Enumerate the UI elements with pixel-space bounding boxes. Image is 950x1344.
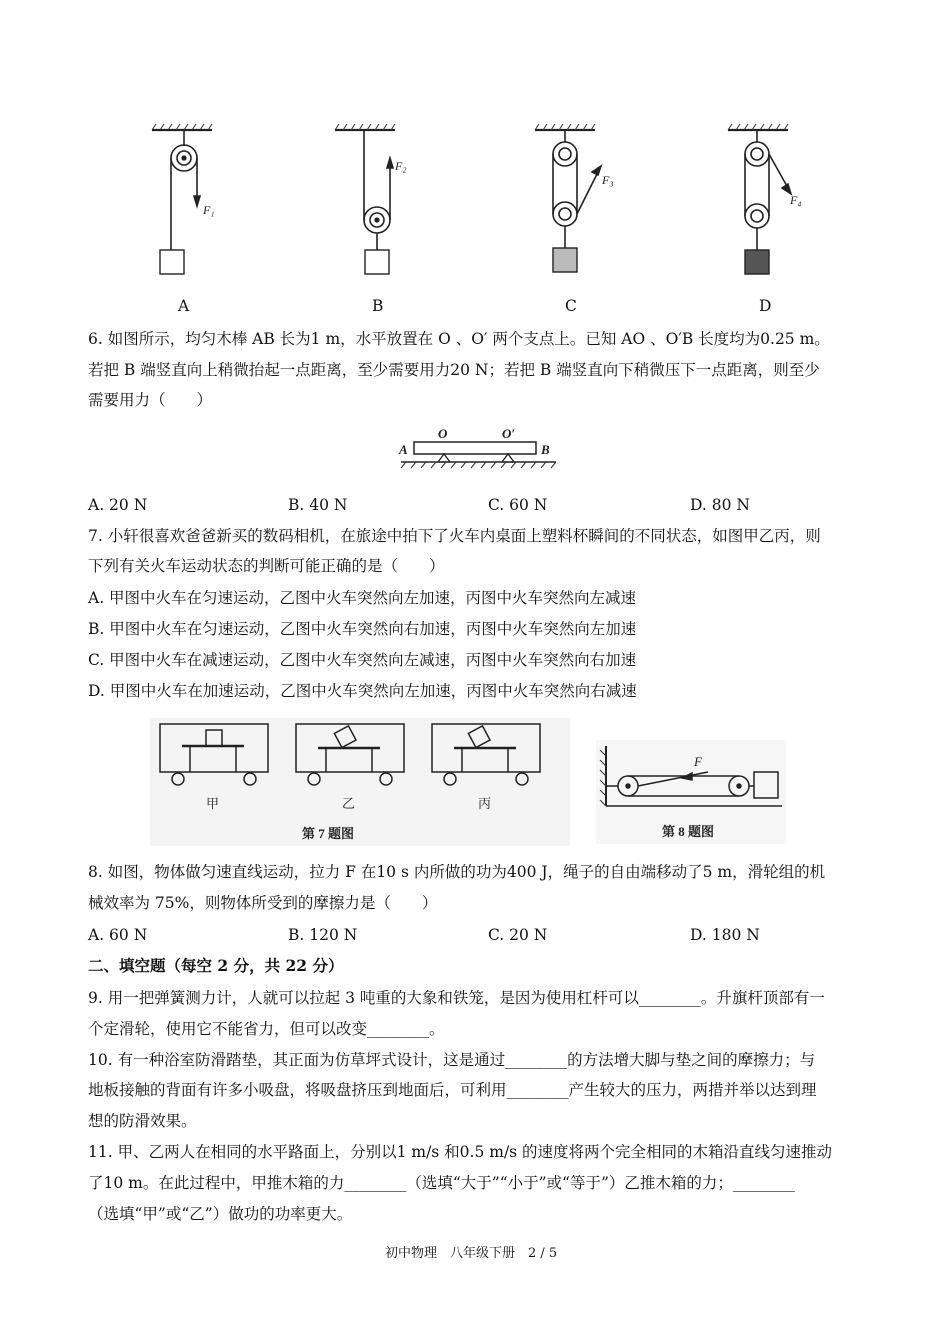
fig-label-c: C bbox=[565, 297, 577, 315]
q6-option-d: D. 80 N bbox=[690, 496, 750, 514]
horizontal-pulley-figure bbox=[596, 740, 786, 844]
pulley-figure-a bbox=[152, 124, 212, 274]
train-label-bing: 丙 bbox=[478, 796, 492, 811]
q6-option-b: B. 40 N bbox=[288, 496, 348, 514]
q6-stem-line3: 需要用力（ ） bbox=[88, 391, 213, 409]
q6-option-c: C. 60 N bbox=[488, 496, 548, 514]
train-label-yi: 乙 bbox=[342, 796, 356, 811]
train-label-jia: 甲 bbox=[206, 796, 220, 811]
q11-line3: （选填“甲”或“乙”）做功的功率更大。 bbox=[88, 1205, 353, 1223]
q7-option-c: C. 甲图中火车在减速运动，乙图中火车突然向左减速，丙图中火车突然向右加速 bbox=[88, 651, 637, 669]
fig-label-d: D bbox=[759, 297, 772, 315]
pulley-figure-d bbox=[728, 124, 791, 274]
fig-label-a: A bbox=[178, 297, 190, 315]
q8-option-b: B. 120 N bbox=[288, 926, 358, 944]
lever-figure bbox=[396, 424, 562, 480]
q6-option-a: A. 20 N bbox=[88, 496, 148, 514]
lever-label-o-prime: O′ bbox=[502, 426, 516, 441]
q8-stem-line1: 8. 如图，物体做匀速直线运动，拉力 F 在10 s 内所做的功为400 J，绳子的自由端移动了5 m，滑轮组的机 bbox=[88, 863, 826, 881]
q6-stem-line1: 6. 如图所示，均匀木棒 AB 长为1 m，水平放置在 O 、O′ 两个支点上。已知 AO 、O′B 长度均为0.25 m。 bbox=[88, 330, 830, 348]
lever-label-b: B bbox=[541, 442, 550, 457]
figure-8-caption: 第 8 题图 bbox=[662, 824, 715, 839]
train-figures bbox=[150, 718, 570, 846]
q10-line1: 10. 有一种浴室防滑踏垫，其正面为仿草坪式设计，这是通过________的方法增大脚与垫之间的摩擦力；与 bbox=[88, 1051, 816, 1069]
section-2-heading: 二、填空题（每空 2 分，共 22 分） bbox=[88, 956, 344, 975]
lever-label-a: A bbox=[399, 442, 408, 457]
q9-line1: 9. 用一把弹簧测力计，人就可以拉起 3 吨重的大象和铁笼，是因为使用杠杆可以________。升旗杆顶部有一 bbox=[88, 989, 825, 1007]
q10-line2: 地板接触的背面有许多小吸盘，将吸盘挤压到地面后，可利用________产生较大的压力，两措并举以达到理 bbox=[88, 1081, 817, 1099]
q11-line1: 11. 甲、乙两人在相同的水平路面上，分别以1 m/s 和0.5 m/s 的速度将两个完全相同的木箱沿直线匀速推动 bbox=[88, 1143, 833, 1161]
q10-line3: 想的防滑效果。 bbox=[88, 1112, 197, 1130]
q8-option-d: D. 180 N bbox=[690, 926, 760, 944]
q7-stem-line1: 7. 小轩很喜欢爸爸新买的数码相机，在旅途中拍下了火车内桌面上塑料杯瞬间的不同状态，如图甲乙丙，则 bbox=[88, 527, 821, 545]
q8-stem-line2: 械效率为 75%，则物体所受到的摩擦力是（ ） bbox=[88, 894, 438, 912]
q7-option-b: B. 甲图中火车在匀速运动，乙图中火车突然向右加速，丙图中火车突然向左加速 bbox=[88, 620, 637, 638]
lever-label-o: O bbox=[438, 426, 448, 441]
pulley-figures bbox=[140, 122, 820, 287]
page-footer: 初中物理 八年级下册 2 / 5 bbox=[385, 1246, 558, 1261]
q11-line2: 了10 m。在此过程中，甲推木箱的力________（选填“大于”“小于”或“等于”）乙推木箱的力；________ bbox=[88, 1174, 795, 1192]
force-label-f4: F₄ bbox=[790, 193, 802, 207]
force-label-f2: F₂ bbox=[395, 159, 407, 173]
pulley-figure-b bbox=[335, 124, 395, 274]
force-label-f1: F₁ bbox=[203, 203, 215, 217]
q8-option-c: C. 20 N bbox=[488, 926, 548, 944]
q7-option-a: A. 甲图中火车在匀速运动，乙图中火车突然向左加速，丙图中火车突然向左减速 bbox=[88, 589, 637, 607]
q7-option-d: D. 甲图中火车在加速运动，乙图中火车突然向左加速，丙图中火车突然向右减速 bbox=[88, 682, 637, 700]
pulley-figure-c bbox=[535, 124, 601, 272]
force-label-f: F bbox=[694, 754, 702, 769]
fig-label-b: B bbox=[372, 297, 384, 315]
q8-option-a: A. 60 N bbox=[88, 926, 148, 944]
force-label-f3: F₃ bbox=[602, 173, 614, 187]
figure-7-caption: 第 7 题图 bbox=[302, 826, 355, 841]
q9-line2: 个定滑轮，使用它不能省力，但可以改变________。 bbox=[88, 1020, 445, 1038]
q7-stem-line2: 下列有关火车运动状态的判断可能正确的是（ ） bbox=[88, 557, 445, 575]
q6-stem-line2: 若把 B 端竖直向上稍微抬起一点距离，至少需要用力20 N；若把 B 端竖直向下稍微压下一点距离，则至少 bbox=[88, 361, 820, 379]
